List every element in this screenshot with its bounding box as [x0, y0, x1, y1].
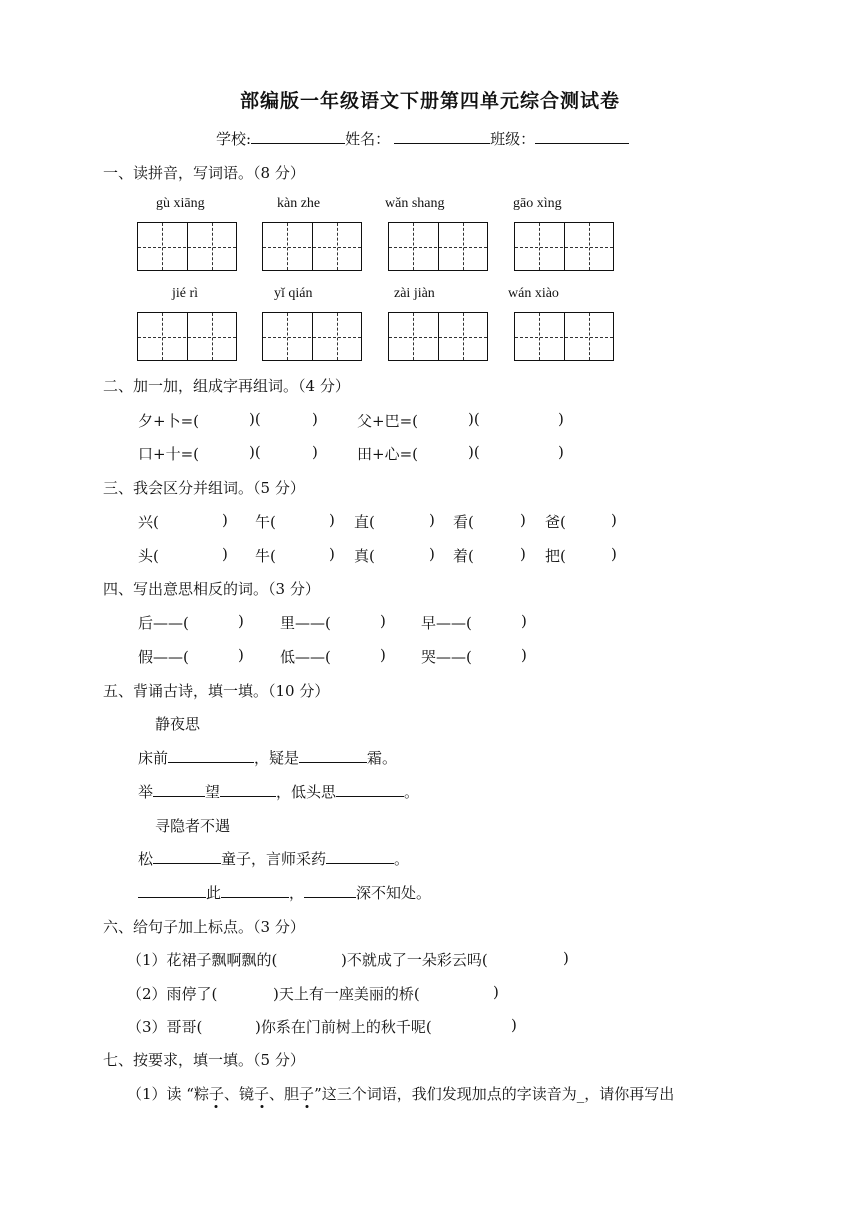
poem-1-line-2: [138, 781, 419, 802]
name-label: 姓名：: [345, 130, 391, 148]
s3-item: ): [329, 545, 335, 563]
s6-text: ): [563, 949, 569, 967]
s4-item: 假——(: [138, 648, 189, 666]
poem-2-line-2: [138, 882, 431, 903]
section-5-heading: 五、背诵古诗，填一填。（10 分）: [103, 682, 330, 700]
section-3-heading: 三、我会区分并组词。（5 分）: [103, 479, 305, 497]
poem-text: 此: [206, 884, 222, 902]
blank[interactable]: [153, 849, 221, 864]
section-4-heading: 四、写出意思相反的词。（3 分）: [103, 580, 320, 598]
poem-text: ，低头思: [276, 783, 337, 801]
s6-text: ): [511, 1016, 517, 1034]
s3-item: ): [429, 511, 435, 529]
s6-text: （2）雨停了(: [127, 985, 218, 1003]
s6-text: )你系在门前树上的秋千呢(: [255, 1018, 432, 1036]
s3-item: ): [520, 511, 526, 529]
s6-text: )天上有一座美丽的桥(: [273, 985, 420, 1003]
section-2-heading: 二、加一加，组成字再组词。（4 分）: [103, 377, 350, 395]
s2-item: )(: [249, 443, 261, 461]
poem-text: 童子，言师采药: [221, 850, 327, 868]
s6-text: )不就成了一朵彩云吗(: [341, 951, 488, 969]
s4-item: ): [238, 612, 244, 630]
blank[interactable]: [299, 748, 367, 763]
writing-grid[interactable]: [514, 222, 614, 271]
s3-item: 爸(: [545, 513, 566, 531]
writing-grid[interactable]: [137, 222, 237, 271]
blank[interactable]: [304, 883, 356, 898]
poem-text: 床前: [138, 749, 169, 767]
poem-text: 。: [394, 850, 410, 868]
s3-item: ): [429, 545, 435, 563]
s3-item: ): [222, 511, 228, 529]
s6-text: （1）花裙子飘啊飘的(: [127, 951, 278, 969]
writing-grid[interactable]: [514, 312, 614, 361]
poem-text: ，: [289, 884, 305, 902]
s6-text: ): [493, 983, 499, 1001]
s4-item: ): [380, 612, 386, 630]
s3-item: 直(: [354, 513, 375, 531]
pinyin-3: wǎn shang: [385, 196, 445, 211]
blank[interactable]: [326, 849, 394, 864]
poem-text: ，疑是: [254, 749, 300, 767]
poem-text: 举: [138, 783, 154, 801]
blank[interactable]: [220, 782, 276, 797]
class-field[interactable]: [535, 129, 629, 144]
student-info-line: [216, 128, 629, 149]
s2-item: 田+心=(: [357, 445, 418, 463]
s7-text: （1）读 “粽: [127, 1085, 209, 1103]
blank[interactable]: [221, 883, 289, 898]
s7-text: 、镜: [224, 1085, 255, 1103]
s2-item: ): [312, 410, 318, 428]
section-7-heading: 七、按要求，填一填。（5 分）: [103, 1051, 305, 1069]
s2-item: ): [312, 443, 318, 461]
s6-text: （3）哥哥(: [127, 1018, 203, 1036]
blank[interactable]: [336, 782, 404, 797]
school-label: 学校:: [216, 130, 252, 148]
s4-item: ): [380, 646, 386, 664]
s2-item: 口+十=(: [138, 445, 199, 463]
writing-grid[interactable]: [262, 222, 362, 271]
s4-item: 低——(: [280, 648, 331, 666]
s3-item: 头(: [138, 547, 159, 565]
name-field[interactable]: [394, 129, 490, 144]
s4-item: 早——(: [421, 614, 472, 632]
s3-item: ): [520, 545, 526, 563]
poem-text: 霜。: [367, 749, 398, 767]
s3-item: ): [611, 545, 617, 563]
s2-item: )(: [468, 410, 480, 428]
writing-grid[interactable]: [262, 312, 362, 361]
s7-text: ”这三个词语，我们发现加点的字读音为_，请你再写出: [314, 1085, 675, 1103]
dotted-char: 子: [254, 1085, 270, 1103]
pinyin-8: wán xiào: [508, 286, 559, 301]
pinyin-7: zài jiàn: [394, 286, 435, 301]
s2-item: 父+巴=(: [357, 412, 418, 430]
s3-item: ): [222, 545, 228, 563]
s2-item: )(: [468, 443, 480, 461]
blank[interactable]: [153, 782, 205, 797]
s7-question-1: [127, 1083, 674, 1104]
pinyin-6: yǐ qián: [274, 286, 313, 301]
dotted-char: 子: [208, 1085, 224, 1103]
poem-2-title: 寻隐者不遇: [155, 817, 231, 835]
s2-item: ): [558, 410, 564, 428]
writing-grid[interactable]: [388, 222, 488, 271]
s3-item: 着(: [453, 547, 474, 565]
poem-2-line-1: [138, 848, 409, 869]
poem-1-title: 静夜思: [155, 715, 201, 733]
pinyin-4: gāo xìng: [513, 196, 562, 211]
s7-text: 、胆: [269, 1085, 300, 1103]
pinyin-1: gù xiāng: [156, 196, 205, 211]
s3-item: ): [611, 511, 617, 529]
s4-item: ): [238, 646, 244, 664]
s4-item: 哭——(: [421, 648, 472, 666]
section-1-heading: 一、读拼音，写词语。（8 分）: [103, 164, 305, 182]
s4-item: ): [521, 612, 527, 630]
poem-text: 深不知处。: [356, 884, 432, 902]
s4-item: 里——(: [280, 614, 331, 632]
s3-item: 兴(: [138, 513, 159, 531]
s2-item: )(: [249, 410, 261, 428]
pinyin-2: kàn zhe: [277, 196, 321, 211]
s2-item: ): [558, 443, 564, 461]
writing-grid[interactable]: [388, 312, 488, 361]
poem-text: 松: [138, 850, 154, 868]
section-6-heading: 六、给句子加上标点。（3 分）: [103, 918, 305, 936]
class-label: 班级：: [490, 130, 536, 148]
writing-grid[interactable]: [137, 312, 237, 361]
poem-1-line-1: [138, 747, 397, 768]
s3-item: 看(: [453, 513, 474, 531]
s4-item: ): [521, 646, 527, 664]
poem-text: 望: [205, 783, 221, 801]
s3-item: 真(: [354, 547, 375, 565]
s3-item: 牛(: [255, 547, 276, 565]
s2-item: 夕+卜=(: [138, 412, 199, 430]
pinyin-5: jié rì: [172, 286, 199, 301]
blank[interactable]: [138, 883, 206, 898]
poem-text: 。: [404, 783, 420, 801]
s4-item: 后——(: [138, 614, 189, 632]
school-field[interactable]: [251, 129, 345, 144]
s3-item: ): [329, 511, 335, 529]
dotted-char: 子: [299, 1085, 315, 1103]
blank[interactable]: [168, 748, 254, 763]
page-title: 部编版一年级语文下册第四单元综合测试卷: [239, 90, 620, 112]
s3-item: 把(: [545, 547, 566, 565]
s3-item: 午(: [255, 513, 276, 531]
